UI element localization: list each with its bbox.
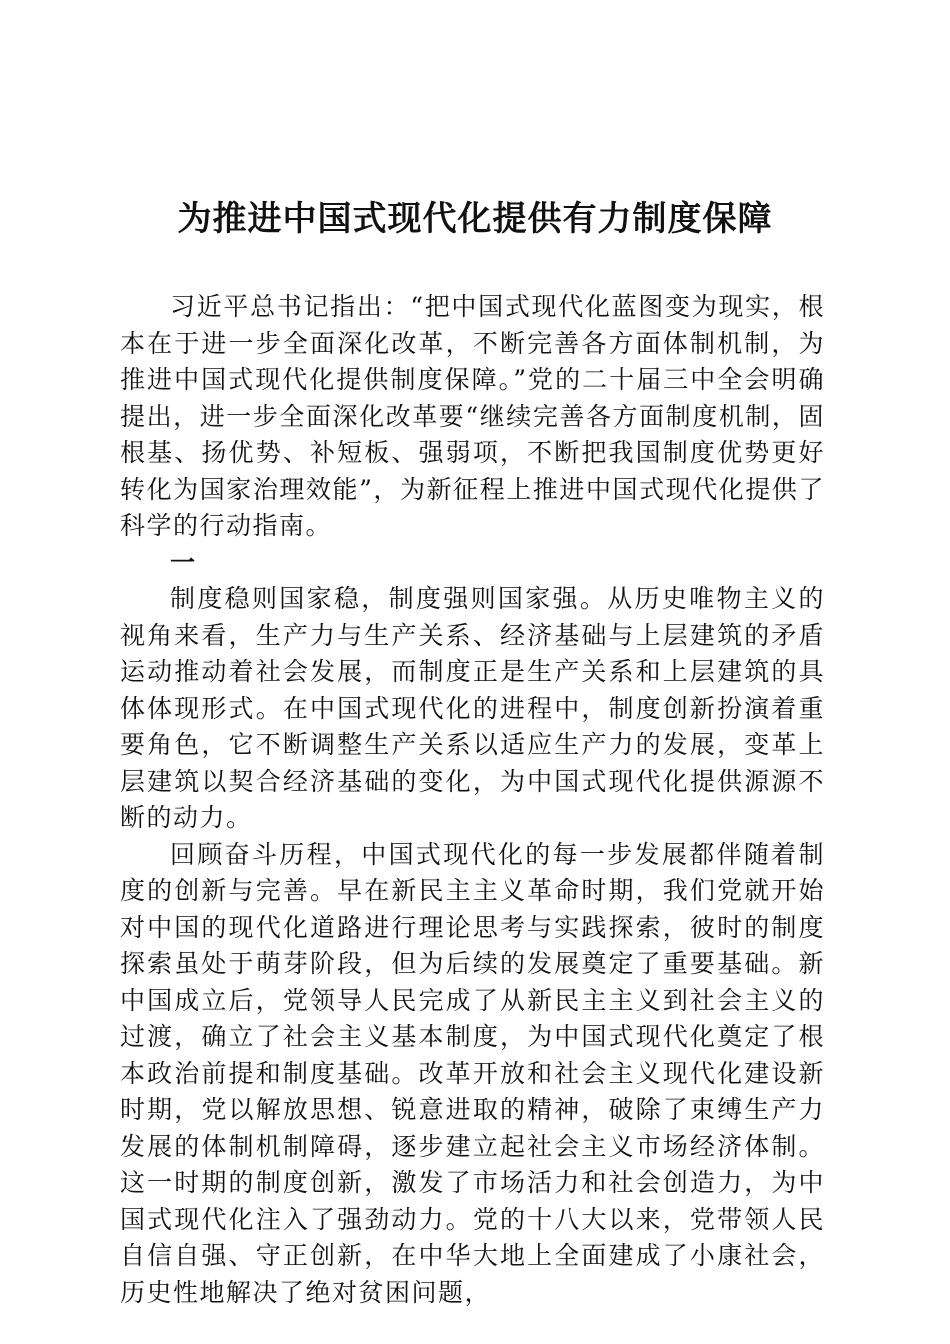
paragraph-institution-stability: 制度稳则国家稳，制度强则国家强。从历史唯物主义的视角来看，生产力与生产关系、经济基础与上层建筑的矛盾运动推动着社会发展，而制度正是生产关系和上层建筑的具体体现形式。在中国式现代化的进程中，制度创新扮演着重要角色，它不断调整生产关系以适应生产力的发展，变革上层建筑以契合经济基础的变化，为中国式现代化提供源源不断的动力。 — [120, 584, 825, 832]
section-heading-one: 一 — [170, 547, 197, 577]
document-body — [120, 289, 825, 1311]
document-title: 为推进中国式现代化提供有力制度保障 — [177, 199, 773, 239]
paragraph-intro: 习近平总书记指出：“把中国式现代化蓝图变为现实，根本在于进一步全面深化改革，不断完善各方面体制机制，为推进中国式现代化提供制度保障。”党的二十届三中全会明确提出，进一步全面深化改革要“继续完善各方面制度机制，固根基、扬优势、补短板、强弱项，不断把我国制度优势更好转化为国家治理效能”，为新征程上推进中国式现代化提供了科学的行动指南。 — [120, 292, 825, 540]
paragraph-historical-review: 回顾奋斗历程，中国式现代化的每一步发展都伴随着制度的创新与完善。早在新民主主义革命时期，我们党就开始对中国的现代化道路进行理论思考与实践探索，彼时的制度探索虽处于萌芽阶段，但为后续的发展奠定了重要基础。新中国成立后，党领导人民完成了从新民主主义到社会主义的过渡，确立了社会主义基本制度，为中国式现代化奠定了根本政治前提和制度基础。改革开放和社会主义现代化建设新时期，党以解放思想、锐意进取的精神，破除了束缚生产力发展的体制机制障碍，逐步建立起社会主义市场经济体制。这一时期的制度创新，激发了市场活力和社会创造力，为中国式现代化注入了强劲动力。党的十八大以来，党带领人民自信自强、守正创新，在中华大地上全面建成了小康社会，历史性地解决了绝对贫困问题， — [120, 839, 825, 1307]
